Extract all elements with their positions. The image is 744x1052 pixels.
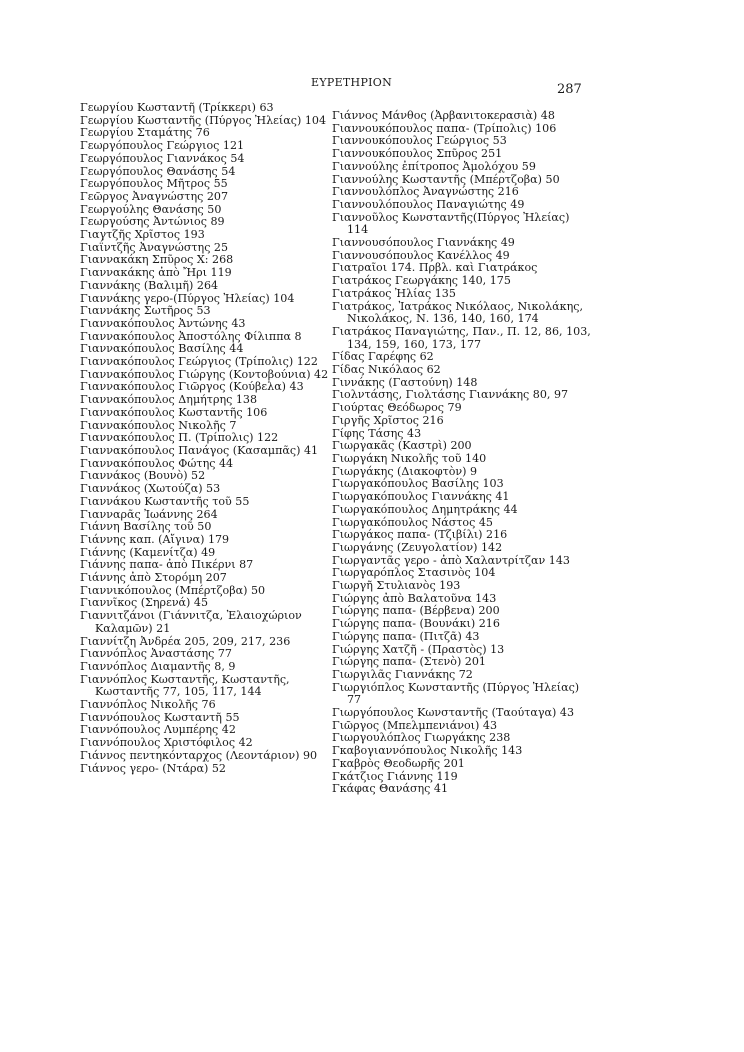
index-entry: Γιώργης παπα- (Πιτζᾶ) 43 (332, 629, 480, 643)
index-entry: Γιάννης παπα- ἀπὸ Πικέρνι 87 (80, 558, 254, 572)
index-entry: Γιάννος πεντηκόνταρχος (Λεοντάριον) 90 (80, 748, 318, 762)
index-entry: Γιαννοῦλος Κωνσταντῆς(Πύργος Ἠλείας) 114 (332, 210, 570, 237)
index-entry: Γιαννουκόπουλος Σπῦρος 251 (332, 147, 503, 161)
index-entry: Γιατράκος Ἠλίας 135 (332, 286, 456, 300)
index-entry: Γιργῆς Χρῖστος 216 (332, 413, 444, 427)
index-entry: Γίδας Νικόλαος 62 (332, 363, 441, 377)
index-entry: Γιάννη Βασίλης τοῦ 50 (80, 520, 212, 534)
index-entry: Γιατράκος, Ἰατράκος Νικόλαος, Νικολάκης, Νικολάκος, Ν. 136, 140, 160, 174 (332, 299, 583, 326)
index-entry: Γιαννακόπουλος Πανάγος (Κασαμπᾶς) 41 (80, 443, 319, 457)
index-entry: Γεωργούσης Ἀντώνιος 89 (80, 215, 225, 229)
index-entry: Γιαννουσόπουλος Γιαννάκης 49 (332, 236, 515, 250)
running-title: ΕΥΡΕΤΗΡΙΟΝ (311, 76, 393, 89)
index-entry: Γιαννακόπουλος Φώτης 44 (80, 456, 234, 470)
page-number: 287 (557, 82, 582, 97)
index-entry: Γιαννακάκης ἀπὸ Ἤρι 119 (80, 266, 232, 280)
index-entry: Γιῶργος (Μπελμπενιάνοι) 43 (332, 718, 497, 732)
index-entry: Γιωργιλᾶς Γιαννάκης 72 (332, 667, 473, 681)
index-entry: Γιωργῆ Στυλιανὸς 193 (332, 579, 461, 593)
index-entry: Γιαννουκόπουλος παπα- (Τρίπολις) 106 (332, 121, 557, 135)
index-entry: Γιαννουκόπουλος Γεώργιος 53 (332, 134, 507, 148)
index-entry: Γιάννης ἀπὸ Στορόμη 207 (80, 571, 227, 585)
index-entry: Γιαννάκης (Βαλιμῆ) 264 (80, 278, 219, 292)
index-entry: Γιωργάνης (Ζευγολατίον) 142 (332, 540, 503, 554)
index-entry: Γιαγτζῆς Χρῖστος 193 (80, 228, 205, 242)
index-column-left (80, 102, 350, 775)
index-entry: Γιολντάσης, Γιολτάσης Γιαννάκης 80, 97 (332, 388, 569, 402)
index-entry: Γιωργάκης (Διακοφτὸν) 9 (332, 464, 478, 478)
index-entry: Γιαννόπλος Διαμαντῆς 8, 9 (80, 659, 236, 673)
index-entry: Γιωργιόπλος Κωνσταντῆς (Πύργος Ἠλείας) 77 (332, 680, 580, 707)
index-entry: Γίδας Γαρέφης 62 (332, 350, 434, 364)
index-entry: Γιωργόπουλος Κωνσταντῆς (Ταούταγα) 43 (332, 706, 574, 720)
index-entry: Γιώργης Χατζῆ - (Πραστὸς) 13 (332, 642, 505, 656)
index-entry: Γκάφας Θανάσης 41 (332, 782, 449, 796)
index-entry: Γιώργης παπα- (Στενὸ) 201 (332, 655, 486, 669)
index-entry: Γιαννούλης Κωσταντῆς (Μπέρτζοβα) 50 (332, 172, 560, 186)
index-entry: Γιαννόπλος Νικολῆς 76 (80, 698, 216, 712)
index-entry: Γιαννόπλος Κωσταντῆς, Κωσταντῆς, Κωσταντῆς 77, 105, 117, 144 (80, 672, 290, 699)
index-entry: Γίφης Τάσης 43 (332, 426, 422, 440)
index-entry: Γιαννακόπουλος Γιῶργος (Κούβελα) 43 (80, 380, 304, 394)
index-entry: Γιαννόπλος Ἀναστάσης 77 (80, 647, 232, 661)
index-entry: Γιαννακόπουλος Ἀποστόλης Φίλιππα 8 (80, 329, 302, 343)
index-entry: Γεωργόπουλος Γεώργιος 121 (80, 139, 245, 153)
index-entry: Γιάννης (Καμενίτζα) 49 (80, 545, 216, 559)
index-entry: Γιαννόπουλος Κωσταντῆ 55 (80, 710, 240, 724)
index-entry: Γιωργακόπουλος Γιαννάκης 41 (332, 490, 510, 504)
page-header (0, 74, 744, 97)
index-entry: Γιαννάκου Κωσταντῆς τοῦ 55 (80, 494, 250, 508)
index-entry: Γιάννης καπ. (Αἴγινα) 179 (80, 532, 230, 546)
index-column-right (332, 110, 594, 796)
index-entry: Γιαννίτζη Ἀνδρέα 205, 209, 217, 236 (80, 634, 291, 648)
index-entry: Γιάννος Μάνθος (Ἀρβανιτοκερασιὰ) 48 (332, 109, 555, 122)
index-entry: Γιωργουλόπλος Γιωργάκης 238 (332, 731, 511, 745)
index-entry: Γιωργακόπουλος Δημητράκης 44 (332, 502, 518, 516)
index-entry: Γιατραῖοι 174. Πρβλ. καὶ Γιατράκος (332, 261, 538, 275)
index-entry: Γιαννάκος (Βουνὸ) 52 (80, 469, 206, 483)
index-entry: Γεωργίου Κωσταντῆς (Πύργος Ἠλείας) 104 (80, 113, 326, 127)
index-entry: Γιαννουσόπουλος Κανέλλος 49 (332, 248, 510, 262)
index-entry: Γκάτζιος Γιάννης 119 (332, 769, 458, 783)
index-entry: Γιωργακόπουλος Βασίλης 103 (332, 477, 504, 491)
index-entry: Γεωργούλης Θανάσης 50 (80, 202, 222, 216)
index-entry: Γιαΐντζῆς Ἀναγνώστης 25 (80, 240, 229, 254)
index-entry: Γιώργης παπα- (Βέρβενα) 200 (332, 604, 500, 618)
index-entry: Γιαννιτζάνοι (Γιάννιτζα, Ἐλαιοχώριον Καλαμῶν) 21 (80, 609, 302, 635)
index-entry: Γιαννακόπουλος Βασίλης 44 (80, 342, 244, 356)
index-entry: Γεῶργος Ἀναγνώστης 207 (80, 189, 228, 203)
index-entry: Γιαννόπουλος Χριστόφιλος 42 (80, 736, 253, 750)
index-entry: Γεωργόπουλος Μῆτρος 55 (80, 177, 228, 191)
index-entry: Γιαννόπουλος Λυμπέρης 42 (80, 723, 236, 737)
index-entry: Γκαβρὸς Θεοδωρῆς 201 (332, 756, 465, 770)
index-entry: Γιαννούλης ἐπίτροπος Ἀμολόχου 59 (332, 159, 536, 173)
index-entry: Γιαννάκης γερο-(Πύργος Ἠλείας) 104 (80, 291, 295, 305)
index-entry: Γιούρτας Θεόδωρος 79 (332, 401, 462, 415)
index-entry: Γιωργαντᾶς γερο - ἀπὸ Χαλαντρίτζαν 143 (332, 553, 570, 567)
index-entry: Γιαννουλόπουλος Παναγιώτης 49 (332, 197, 525, 211)
index-entry: Γιαννουλόπλος Ἀναγνώστης 216 (332, 185, 519, 199)
index-entry: Γιατράκος Παναγιώτης, Παν., Π. 12, 86, 103, 134, 159, 160, 173, 177 (332, 324, 591, 351)
index-entry: Γιωργακόπουλος Νάστος 45 (332, 515, 493, 529)
index-entry: Γεωργόπουλος Θανάσης 54 (80, 164, 236, 178)
index-entry: Γεωργίου Κωσταντῆ (Τρίκκερι) 63 (80, 101, 274, 114)
index-entry: Γιαννάκης Σωτῆρος 53 (80, 304, 211, 318)
index-entry: Γιώργης παπα- (Βουνάκι) 216 (332, 617, 500, 631)
index-entry: Γεωργίου Σταμάτης 76 (80, 126, 210, 140)
index-entry: Γιωργακᾶς (Καστρὶ) 200 (332, 439, 472, 453)
index-entry: Γιατράκος Γεωργάκης 140, 175 (332, 274, 511, 288)
index-entry: Γιαννακάκη Σπῦρος Χ: 268 (80, 253, 234, 267)
index-entry: Γιαννάκος (Χωτούζα) 53 (80, 482, 221, 496)
index-entry: Γκαβογιαννόπουλος Νικολῆς 143 (332, 744, 523, 758)
index-entry: Γιανναρᾶς Ἰωάννης 264 (80, 507, 218, 521)
index-entry: Γιαννῖκος (Σηρενά) 45 (80, 596, 209, 610)
index-entry: Γιώργης ἀπὸ Βαλατοῦνα 143 (332, 591, 497, 605)
index-entry: Γιαννακόπουλος Νικολῆς 7 (80, 418, 237, 432)
index-entry: Γιαννακόπουλος Κωσταντῆς 106 (80, 405, 268, 419)
index-entry: Γιωργάκος παπα- (Τζιβίλι) 216 (332, 528, 508, 542)
index-entry: Γιαννακόπουλος Π. (Τρίπολις) 122 (80, 431, 279, 445)
index-entry: Γιαννακόπουλος Γεώργιος (Τρίπολις) 122 (80, 355, 318, 369)
index-entry: Γιωργαρόπλος Στασινὸς 104 (332, 566, 496, 580)
index-entry: Γιαννακόπουλος Ἀντώνης 43 (80, 316, 246, 330)
index-entry: Γιάννος γερο- (Ντάρα) 52 (80, 761, 226, 775)
index-entry: Γιαννικόπουλος (Μπέρτζοβα) 50 (80, 583, 266, 597)
index-entry: Γιαννακόπουλος Γιώργης (Κοντοβούνια) 42 (80, 367, 329, 381)
index-entry: Γιαννακόπουλος Δημήτρης 138 (80, 393, 258, 407)
index-entry: Γεωργόπουλος Γιαννάκος 54 (80, 151, 245, 165)
index-entry: Γιωργάκη Νικολῆς τοῦ 140 (332, 451, 487, 465)
index-entry: Γιννάκης (Γαστούνη) 148 (332, 375, 478, 389)
